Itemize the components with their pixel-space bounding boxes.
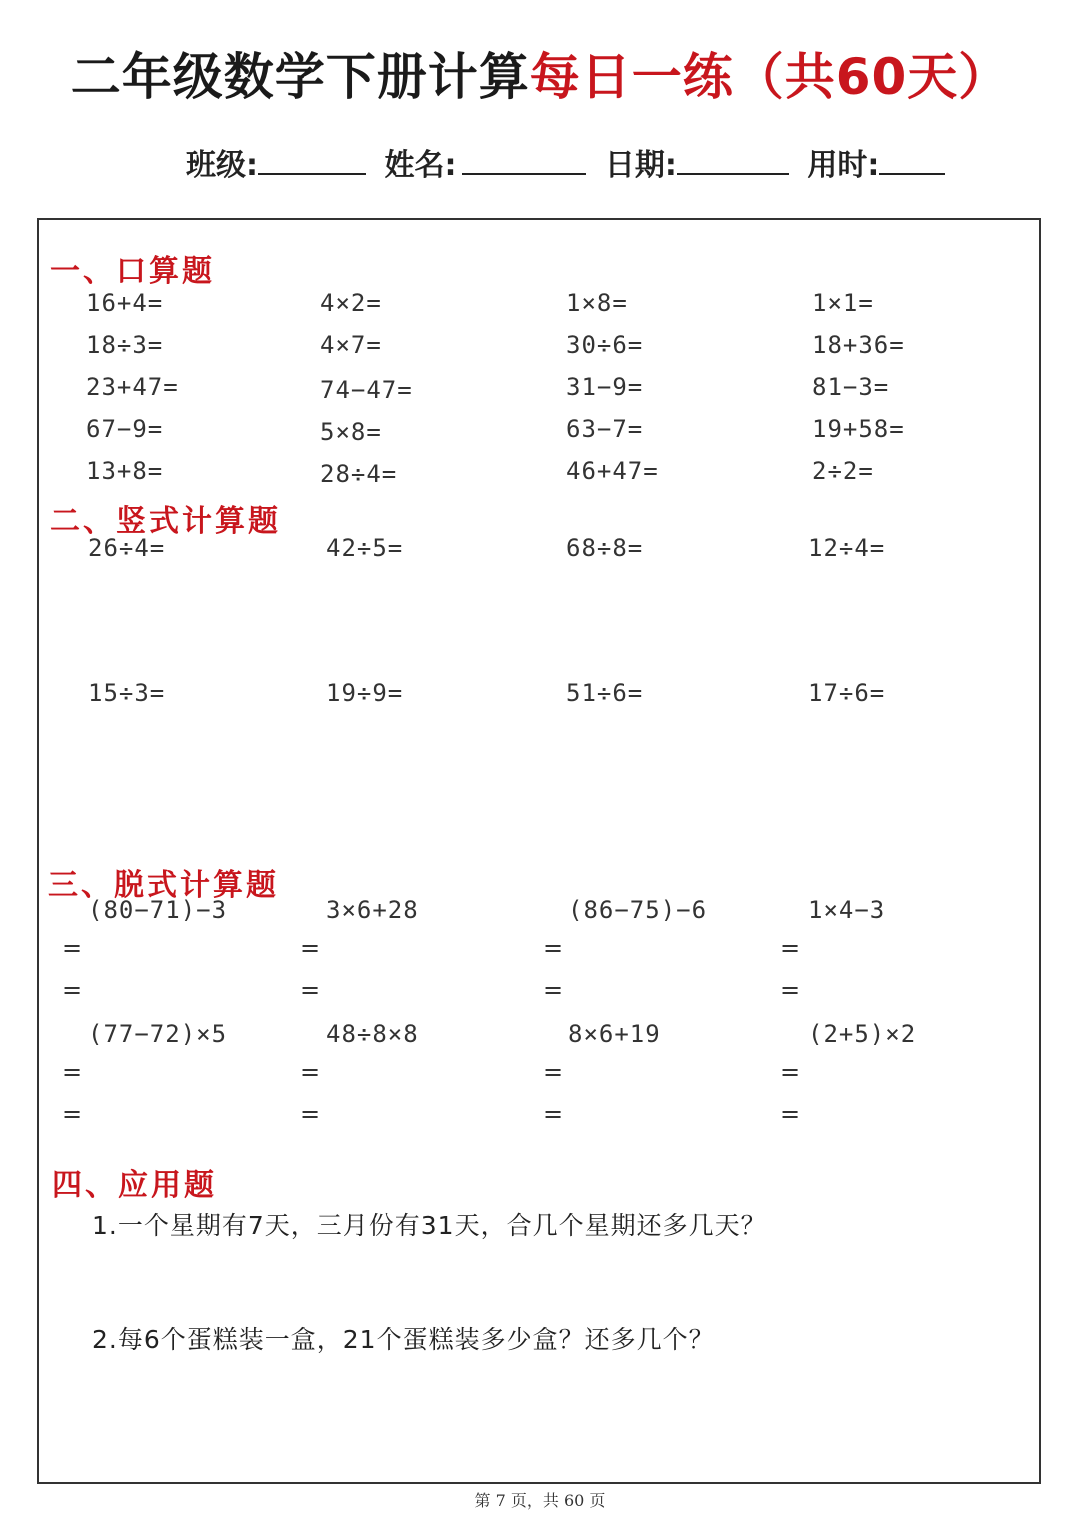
- equals-sign: =: [780, 1100, 801, 1128]
- equals-sign: =: [543, 1100, 564, 1128]
- oral-problem: 4×7=: [320, 331, 382, 359]
- stepwise-problem: (86−75)−6: [568, 896, 708, 924]
- word-problem-1: 1.一个星期有7天，三月份有31天，合几个星期还多几天？: [92, 1211, 767, 1240]
- oral-problem: 4×2=: [320, 289, 382, 317]
- class-label: 班级:: [186, 148, 258, 183]
- vertical-problem: 19÷9=: [326, 679, 404, 707]
- oral-problem: 46+47=: [566, 457, 659, 485]
- equals-sign: =: [62, 976, 83, 1004]
- oral-problem: 63−7=: [566, 415, 644, 443]
- stepwise-problem: (77−72)×5: [88, 1020, 228, 1048]
- vertical-problem: 26÷4=: [88, 534, 166, 562]
- word-problem-2: 2.每6个蛋糕装一盒，21个蛋糕装多少盒？还多几个？: [92, 1325, 715, 1354]
- equals-sign: =: [62, 934, 83, 962]
- vertical-problem: 15÷3=: [88, 679, 166, 707]
- oral-problem: 16+4=: [86, 289, 164, 317]
- equals-sign: =: [300, 934, 321, 962]
- equals-sign: =: [543, 976, 564, 1004]
- title-main: 二年级数学下册计算: [70, 48, 530, 106]
- student-info: [186, 140, 953, 184]
- vertical-problem: 17÷6=: [808, 679, 886, 707]
- oral-problem: 1×8=: [566, 289, 628, 317]
- section-stepwise-heading: 三、脱式计算题: [48, 868, 279, 903]
- oral-problem: 5×8=: [320, 418, 382, 446]
- name-field[interactable]: [462, 143, 586, 175]
- oral-problem: 30÷6=: [566, 331, 644, 359]
- oral-problem: 18+36=: [812, 331, 905, 359]
- stepwise-problem: 48÷8×8: [326, 1020, 419, 1048]
- oral-problem: 1×1=: [812, 289, 874, 317]
- title-highlight: 每日一练（共60天）: [529, 48, 1010, 106]
- equals-sign: =: [300, 976, 321, 1004]
- oral-problem: 31−9=: [566, 373, 644, 401]
- time-label: 用时:: [807, 148, 880, 183]
- vertical-problem: 12÷4=: [808, 534, 886, 562]
- stepwise-problem: 8×6+19: [568, 1020, 661, 1048]
- oral-problem: 74−47=: [320, 376, 413, 404]
- oral-problem: 18÷3=: [86, 331, 164, 359]
- equals-sign: =: [543, 934, 564, 962]
- oral-problem: 28÷4=: [320, 460, 398, 488]
- time-field[interactable]: [879, 143, 945, 175]
- equals-sign: =: [300, 1100, 321, 1128]
- oral-problem: 81−3=: [812, 373, 890, 401]
- vertical-problem: 68÷8=: [566, 534, 644, 562]
- equals-sign: =: [780, 934, 801, 962]
- stepwise-problem: (80−71)−3: [88, 896, 228, 924]
- oral-problem: 2÷2=: [812, 457, 874, 485]
- date-label: 日期:: [604, 148, 677, 183]
- oral-problem: 23+47=: [86, 373, 179, 401]
- section-oral-heading: 一、口算题: [50, 254, 215, 289]
- equals-sign: =: [62, 1100, 83, 1128]
- stepwise-problem: (2+5)×2: [808, 1020, 917, 1048]
- date-field[interactable]: [677, 143, 789, 175]
- worksheet-box: [37, 218, 1041, 1484]
- equals-sign: =: [780, 1058, 801, 1086]
- equals-sign: =: [780, 976, 801, 1004]
- vertical-problem: 51÷6=: [566, 679, 644, 707]
- page-footer: 第 7 页，共 60 页: [474, 1491, 606, 1510]
- oral-problem: 19+58=: [812, 415, 905, 443]
- oral-problem: 13+8=: [86, 457, 164, 485]
- section-vertical-heading: 二、竖式计算题: [50, 504, 281, 539]
- class-field[interactable]: [258, 143, 366, 175]
- section-word-heading: 四、应用题: [52, 1168, 217, 1203]
- page-title: [0, 42, 1080, 112]
- equals-sign: =: [543, 1058, 564, 1086]
- stepwise-problem: 3×6+28: [326, 896, 419, 924]
- equals-sign: =: [300, 1058, 321, 1086]
- name-label: 姓名:: [384, 148, 457, 183]
- equals-sign: =: [62, 1058, 83, 1086]
- stepwise-problem: 1×4−3: [808, 896, 886, 924]
- vertical-problem: 42÷5=: [326, 534, 404, 562]
- oral-problem: 67−9=: [86, 415, 164, 443]
